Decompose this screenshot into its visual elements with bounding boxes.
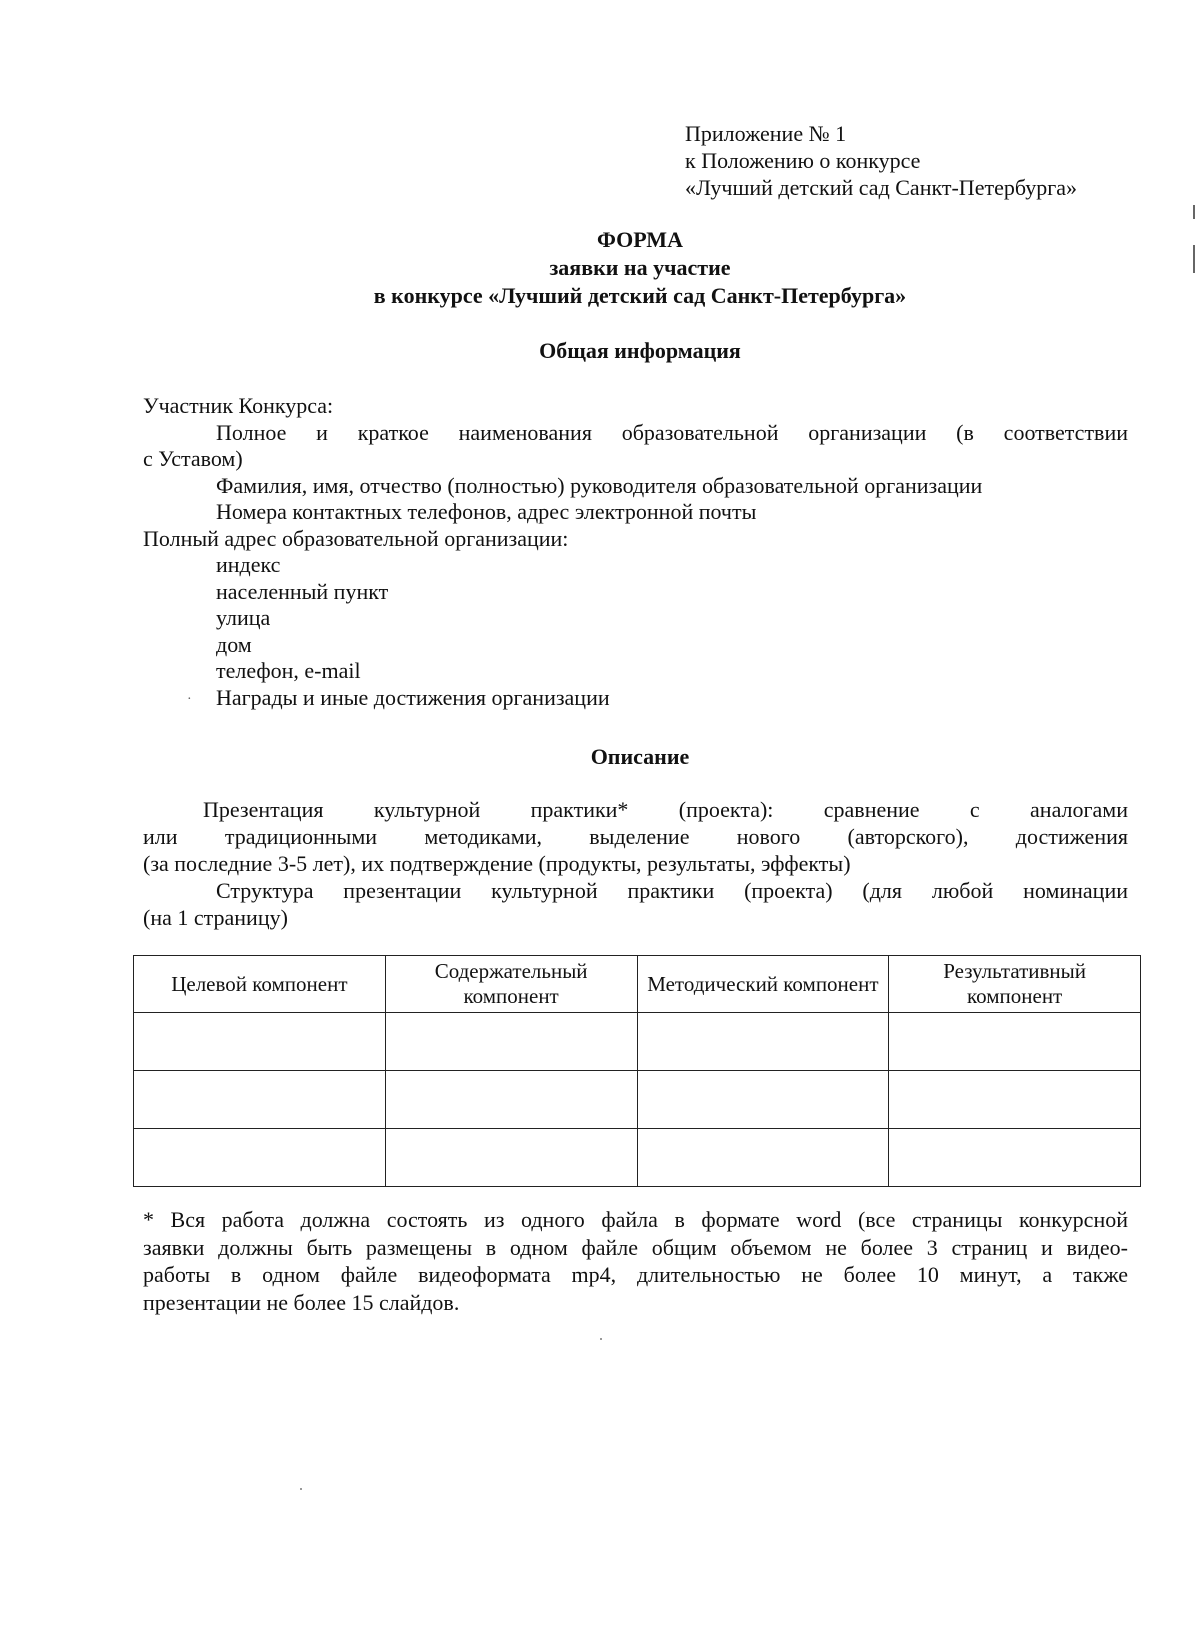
org-name-line-2: с Уставом): [143, 446, 243, 471]
table-cell: [385, 1071, 637, 1129]
table-row: [134, 1071, 1141, 1129]
footnote-line-1: * Вся работа должна состоять из одного файла в формате word (все страницы конкурсной: [143, 1207, 1128, 1232]
footnote: [143, 1206, 1128, 1316]
description-section: [143, 796, 1128, 931]
scan-speck: [600, 1338, 602, 1340]
table-cell: [637, 1013, 889, 1071]
appendix-line-1: Приложение № 1: [685, 121, 847, 146]
description-heading: Описание: [590, 744, 690, 769]
title-line-2: заявки на участие: [549, 255, 731, 280]
table-row: [134, 1129, 1141, 1187]
footnote-line-2: заявки должны быть размещены в одном файле общим объемом не более 3 страниц и видео-: [143, 1234, 1128, 1260]
address-city: населенный пункт: [216, 578, 389, 604]
org-name-line-1: Полное и краткое наименования образовательной организации (в соответствии: [216, 419, 1128, 445]
table-cell: [889, 1129, 1141, 1187]
header-result-component: Результативный компонент: [889, 956, 1141, 1013]
head-name-field: Фамилия, имя, отчество (полностью) руководителя образовательной организации: [216, 472, 983, 498]
structure-table: [133, 955, 1141, 1187]
awards-text: Награды и иные достижения организации: [216, 684, 610, 710]
scan-edge-mark: [1193, 245, 1195, 273]
address-street: улица: [216, 605, 271, 630]
description-para1-line1: Презентация культурной практики* (проекта): сравнение с аналогами: [203, 797, 1128, 822]
description-para1-line3: (за последние 3-5 лет), их подтверждение (продукты, результаты, эффекты): [143, 851, 851, 876]
appendix-note: [685, 120, 1077, 201]
address-index: индекс: [216, 552, 281, 577]
footnote-line-4: презентации не более 15 слайдов.: [143, 1289, 460, 1315]
scan-speck: [300, 1488, 302, 1490]
header-method-component: Методический компонент: [637, 956, 889, 1013]
header-target-component: Целевой компонент: [134, 956, 386, 1013]
table-cell: [134, 1071, 386, 1129]
participant-label: Участник Конкурса:: [143, 393, 334, 418]
table-cell: [637, 1071, 889, 1129]
table-cell: [385, 1129, 637, 1187]
address-label: Полный адрес образовательной организации:: [143, 525, 569, 551]
form-title: [140, 226, 1140, 310]
table-cell: [637, 1129, 889, 1187]
awards-field: [143, 685, 1128, 712]
table-cell: [134, 1013, 386, 1071]
table-header-row: [134, 956, 1141, 1013]
address-phone-email: телефон, e-mail: [216, 658, 361, 683]
table-cell: [889, 1013, 1141, 1071]
address-house: дом: [216, 631, 252, 657]
table-cell: [385, 1013, 637, 1071]
description-para2-line1: Структура презентации культурной практики (проекта) (для любой номинации: [216, 878, 1128, 903]
appendix-line-2: к Положению о конкурсе: [685, 148, 921, 173]
table-cell: [134, 1129, 386, 1187]
table-row: [134, 1013, 1141, 1071]
contacts-field: Номера контактных телефонов, адрес электронной почты: [216, 499, 757, 524]
appendix-line-3: «Лучший детский сад Санкт-Петербурга»: [685, 175, 1077, 200]
scan-speck: ·: [187, 691, 192, 707]
general-info-section: [143, 393, 1128, 711]
general-info-heading: Общая информация: [539, 338, 741, 363]
scan-edge-mark: [1193, 205, 1195, 219]
description-para2-line2: (на 1 страницу): [143, 905, 288, 930]
title-line-1: ФОРМА: [597, 227, 683, 252]
table-cell: [889, 1071, 1141, 1129]
header-content-component: Содержательный компонент: [385, 956, 637, 1013]
footnote-line-3: работы в одном файле видеоформата mp4, длительностью не более 10 минут, а также: [143, 1262, 1128, 1287]
title-line-3: в конкурсе «Лучший детский сад Санкт-Петербурга»: [373, 283, 907, 308]
description-para1-line2: или традиционными методиками, выделение нового (авторского), достижения: [143, 824, 1128, 849]
